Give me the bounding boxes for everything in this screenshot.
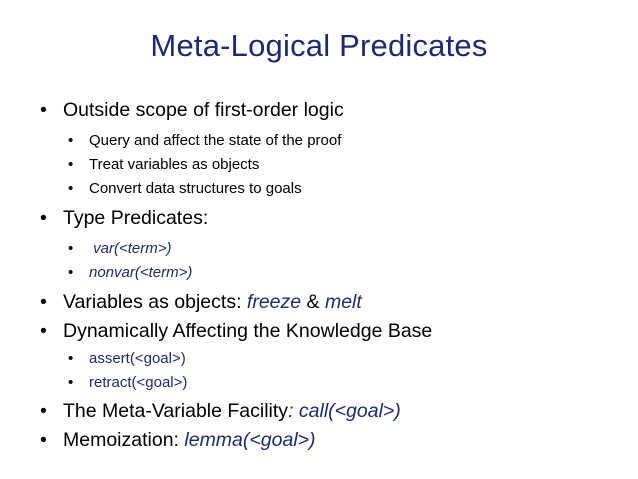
ampersand: & — [301, 291, 325, 313]
sub-bullet-text: Query and affect the state of the proof — [89, 132, 342, 149]
bullet-text: Variables as objects: — [63, 291, 247, 313]
bullet-marker: • — [68, 264, 74, 281]
sub-bullet-nonvar — [68, 264, 192, 282]
bullet-text: The Meta-Variable Facility — [63, 400, 289, 422]
sub-bullet-assert — [68, 350, 186, 368]
bullet-memoization — [40, 429, 316, 451]
bullet-text: Memoization: — [63, 429, 185, 451]
bullet-marker: • — [40, 99, 47, 121]
bullet-marker: • — [40, 291, 47, 313]
sub-bullet-var — [68, 240, 172, 258]
bullet-marker: • — [40, 207, 47, 229]
bullet-marker: • — [68, 374, 74, 391]
slide-title: Meta-Logical Predicates — [150, 28, 488, 63]
sub-bullet-treat-variables — [68, 156, 259, 174]
bullet-outside-scope — [40, 99, 344, 121]
bullet-marker: • — [68, 156, 74, 173]
sub-bullet-text: Convert data structures to goals — [89, 180, 302, 197]
sub-bullet-text: Treat variables as objects — [89, 156, 260, 173]
bullet-text: Type Predicates: — [63, 207, 209, 229]
bullet-type-predicates — [40, 207, 208, 229]
call-goal-term: : call(<goal>) — [288, 400, 401, 422]
bullet-marker: • — [68, 350, 74, 367]
bullet-text: Dynamically Affecting the Knowledge Base — [63, 320, 433, 342]
sub-bullet-query — [68, 132, 341, 150]
lemma-goal-term: lemma(<goal>) — [184, 429, 316, 451]
sub-bullet-text: nonvar(<term>) — [89, 264, 193, 281]
bullet-marker: • — [40, 320, 47, 342]
bullet-marker: • — [68, 180, 74, 197]
sub-bullet-convert — [68, 180, 302, 198]
freeze-term: freeze — [246, 291, 302, 313]
sub-bullet-text: var(<term>) — [89, 240, 172, 257]
bullet-marker: • — [68, 240, 74, 257]
sub-bullet-text: retract(<goal>) — [89, 374, 188, 391]
bullet-dynamically-affecting — [40, 320, 432, 342]
bullet-marker: • — [40, 429, 47, 451]
bullet-variables-as-objects — [40, 291, 362, 313]
sub-bullet-text: assert(<goal>) — [89, 350, 186, 367]
sub-bullet-retract — [68, 374, 187, 392]
bullet-text: Outside scope of first-order logic — [63, 99, 344, 121]
bullet-marker: • — [68, 132, 74, 149]
melt-term: melt — [324, 291, 362, 313]
bullet-meta-variable — [40, 400, 401, 422]
bullet-marker: • — [40, 400, 47, 422]
